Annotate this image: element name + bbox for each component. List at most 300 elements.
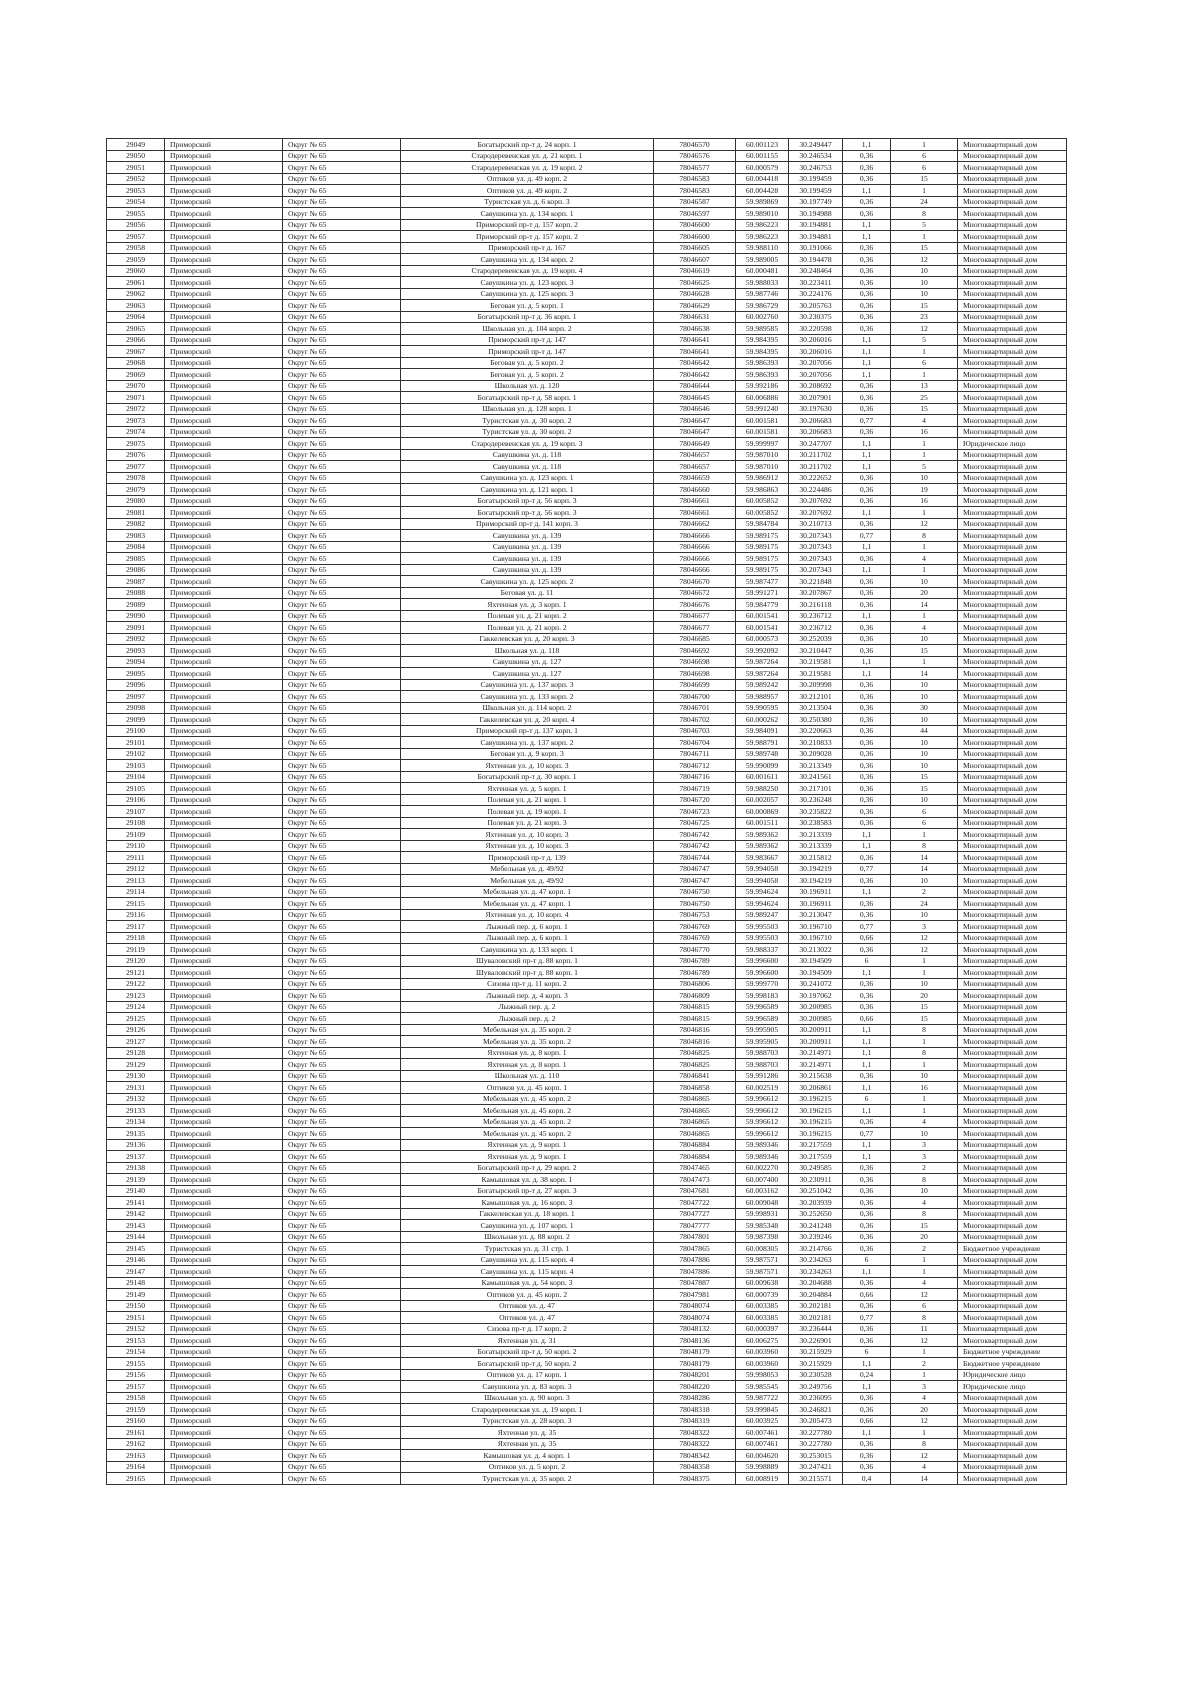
okrug-cell: Округ № 65 (283, 1116, 401, 1128)
okrug-cell: Округ № 65 (283, 921, 401, 933)
code-cell: 78046698 (654, 656, 736, 668)
district-cell: Приморский (165, 587, 283, 599)
object-type-cell: Многоквартирный дом (958, 656, 1067, 668)
table-row (107, 599, 1067, 611)
row-id-cell: 29151 (107, 1312, 165, 1324)
address-cell: Савушкина ул. д. 115 корп. 4 (401, 1266, 654, 1278)
object-type-cell: Многоквартирный дом (958, 507, 1067, 519)
latitude-cell: 59.996600 (736, 967, 789, 979)
latitude-cell: 59.983667 (736, 852, 789, 864)
count-cell: 1 (891, 139, 958, 151)
count-cell: 10 (891, 288, 958, 300)
object-type-cell: Многоквартирный дом (958, 196, 1067, 208)
latitude-cell: 59.998931 (736, 1208, 789, 1220)
coefficient-cell: 0,36 (843, 403, 891, 415)
address-cell: Яхтенная ул. д. 10 корп. 3 (401, 840, 654, 852)
object-type-cell: Многоквартирный дом (958, 530, 1067, 542)
longitude-cell: 30.211702 (789, 449, 843, 461)
okrug-cell: Округ № 65 (283, 978, 401, 990)
object-type-cell: Многоквартирный дом (958, 1070, 1067, 1082)
row-id-cell: 29145 (107, 1243, 165, 1255)
count-cell: 6 (891, 806, 958, 818)
count-cell: 10 (891, 714, 958, 726)
okrug-cell: Округ № 65 (283, 817, 401, 829)
object-type-cell: Многоквартирный дом (958, 484, 1067, 496)
district-cell: Приморский (165, 921, 283, 933)
longitude-cell: 30.194509 (789, 967, 843, 979)
table-row (107, 852, 1067, 864)
row-id-cell: 29072 (107, 403, 165, 415)
table-row (107, 507, 1067, 519)
row-id-cell: 29165 (107, 1473, 165, 1485)
coefficient-cell: 0,66 (843, 1415, 891, 1427)
longitude-cell: 30.207692 (789, 507, 843, 519)
table-row (107, 231, 1067, 243)
address-cell: Яхтенная ул. д. 8 корп. 1 (401, 1047, 654, 1059)
row-id-cell: 29130 (107, 1070, 165, 1082)
row-id-cell: 29049 (107, 139, 165, 151)
latitude-cell: 59.989362 (736, 829, 789, 841)
count-cell: 16 (891, 495, 958, 507)
okrug-cell: Округ № 65 (283, 875, 401, 887)
latitude-cell: 60.001581 (736, 415, 789, 427)
address-cell: Яхтенная ул. д. 9 корп. 1 (401, 1151, 654, 1163)
table-row (107, 1381, 1067, 1393)
object-type-cell: Многоквартирный дом (958, 1289, 1067, 1301)
object-type-cell: Многоквартирный дом (958, 967, 1067, 979)
count-cell: 1 (891, 1093, 958, 1105)
address-cell: Беговая ул. д. 5 корп. 2 (401, 357, 654, 369)
latitude-cell: 60.000397 (736, 1323, 789, 1335)
okrug-cell: Округ № 65 (283, 1128, 401, 1140)
longitude-cell: 30.200911 (789, 1024, 843, 1036)
code-cell: 78046816 (654, 1036, 736, 1048)
address-cell: Савушкина ул. д. 125 корп. 2 (401, 576, 654, 588)
address-cell: Яхтенная ул. д. 35 (401, 1427, 654, 1439)
row-id-cell: 29076 (107, 449, 165, 461)
code-cell: 78048342 (654, 1450, 736, 1462)
coefficient-cell: 1,1 (843, 449, 891, 461)
address-cell: Мебельная ул. д. 45 корп. 2 (401, 1105, 654, 1117)
okrug-cell: Округ № 65 (283, 1277, 401, 1289)
okrug-cell: Округ № 65 (283, 840, 401, 852)
row-id-cell: 29077 (107, 461, 165, 473)
latitude-cell: 59.987398 (736, 1231, 789, 1243)
district-cell: Приморский (165, 196, 283, 208)
table-row (107, 311, 1067, 323)
object-type-cell: Многоквартирный дом (958, 1128, 1067, 1140)
latitude-cell: 60.000573 (736, 633, 789, 645)
code-cell: 78048358 (654, 1461, 736, 1473)
code-cell: 78046576 (654, 150, 736, 162)
row-id-cell: 29091 (107, 622, 165, 634)
object-type-cell: Многоквартирный дом (958, 162, 1067, 174)
table-row (107, 403, 1067, 415)
object-type-cell: Многоквартирный дом (958, 622, 1067, 634)
district-cell: Приморский (165, 978, 283, 990)
object-type-cell: Многоквартирный дом (958, 1438, 1067, 1450)
latitude-cell: 59.988110 (736, 242, 789, 254)
coefficient-cell: 0,36 (843, 576, 891, 588)
table-row (107, 1243, 1067, 1255)
row-id-cell: 29052 (107, 173, 165, 185)
latitude-cell: 59.990595 (736, 702, 789, 714)
table-row (107, 748, 1067, 760)
address-cell: Стародеревенская ул. д. 21 корп. 1 (401, 150, 654, 162)
address-cell: Гаккелевская ул. д. 20 корп. 3 (401, 633, 654, 645)
count-cell: 12 (891, 254, 958, 266)
code-cell: 78048220 (654, 1381, 736, 1393)
count-cell: 1 (891, 1254, 958, 1266)
count-cell: 1 (891, 507, 958, 519)
okrug-cell: Округ № 65 (283, 530, 401, 542)
address-cell: Школьная ул. д. 88 корп. 2 (401, 1231, 654, 1243)
address-cell: Приморский пр-т д. 137 корп. 1 (401, 725, 654, 737)
object-type-cell: Многоквартирный дом (958, 944, 1067, 956)
coefficient-cell: 6 (843, 955, 891, 967)
count-cell: 5 (891, 219, 958, 231)
address-cell: Мебельная ул. д. 47 корп. 1 (401, 886, 654, 898)
okrug-cell: Округ № 65 (283, 1450, 401, 1462)
count-cell: 12 (891, 1289, 958, 1301)
district-cell: Приморский (165, 1335, 283, 1347)
okrug-cell: Округ № 65 (283, 1059, 401, 1071)
table-row (107, 702, 1067, 714)
okrug-cell: Округ № 65 (283, 656, 401, 668)
district-cell: Приморский (165, 150, 283, 162)
code-cell: 78046583 (654, 173, 736, 185)
latitude-cell: 59.995503 (736, 921, 789, 933)
coefficient-cell: 0,36 (843, 909, 891, 921)
district-cell: Приморский (165, 1243, 283, 1255)
count-cell: 10 (891, 875, 958, 887)
okrug-cell: Округ № 65 (283, 1346, 401, 1358)
row-id-cell: 29135 (107, 1128, 165, 1140)
district-cell: Приморский (165, 656, 283, 668)
count-cell: 10 (891, 1128, 958, 1140)
longitude-cell: 30.252039 (789, 633, 843, 645)
code-cell: 78046865 (654, 1105, 736, 1117)
count-cell: 10 (891, 679, 958, 691)
row-id-cell: 29127 (107, 1036, 165, 1048)
count-cell: 10 (891, 1070, 958, 1082)
district-cell: Приморский (165, 1277, 283, 1289)
okrug-cell: Округ № 65 (283, 1036, 401, 1048)
code-cell: 78046647 (654, 426, 736, 438)
table-row (107, 1024, 1067, 1036)
address-cell: Яхтенная ул. д. 9 корп. 1 (401, 1139, 654, 1151)
row-id-cell: 29093 (107, 645, 165, 657)
table-row (107, 622, 1067, 634)
code-cell: 78046605 (654, 242, 736, 254)
table-row (107, 415, 1067, 427)
coefficient-cell: 0,36 (843, 1450, 891, 1462)
okrug-cell: Округ № 65 (283, 265, 401, 277)
latitude-cell: 59.986863 (736, 484, 789, 496)
district-cell: Приморский (165, 1001, 283, 1013)
district-cell: Приморский (165, 886, 283, 898)
address-cell: Оптиков ул. д. 47 (401, 1300, 654, 1312)
data-table (106, 138, 1067, 1485)
okrug-cell: Округ № 65 (283, 576, 401, 588)
address-cell: Оптиков ул. д. 49 корп. 2 (401, 185, 654, 197)
count-cell: 8 (891, 208, 958, 220)
district-cell: Приморский (165, 139, 283, 151)
latitude-cell: 60.008305 (736, 1243, 789, 1255)
longitude-cell: 30.207867 (789, 587, 843, 599)
address-cell: Полевая ул. д. 21 корп. 3 (401, 817, 654, 829)
district-cell: Приморский (165, 1346, 283, 1358)
table-row (107, 955, 1067, 967)
latitude-cell: 59.988250 (736, 783, 789, 795)
longitude-cell: 30.196215 (789, 1093, 843, 1105)
count-cell: 1 (891, 1105, 958, 1117)
table-row (107, 265, 1067, 277)
code-cell: 78046747 (654, 863, 736, 875)
address-cell: Стародеревенская ул. д. 19 корп. 4 (401, 265, 654, 277)
coefficient-cell: 0,36 (843, 622, 891, 634)
object-type-cell: Многоквартирный дом (958, 852, 1067, 864)
code-cell: 78047801 (654, 1231, 736, 1243)
district-cell: Приморский (165, 346, 283, 358)
count-cell: 24 (891, 196, 958, 208)
longitude-cell: 30.241561 (789, 771, 843, 783)
count-cell: 10 (891, 691, 958, 703)
code-cell: 78046712 (654, 760, 736, 772)
address-cell: Мебельная ул. д. 49/92 (401, 863, 654, 875)
latitude-cell: 59.986223 (736, 219, 789, 231)
code-cell: 78046619 (654, 265, 736, 277)
district-cell: Приморский (165, 415, 283, 427)
district-cell: Приморский (165, 1047, 283, 1059)
latitude-cell: 59.986393 (736, 369, 789, 381)
row-id-cell: 29083 (107, 530, 165, 542)
district-cell: Приморский (165, 817, 283, 829)
district-cell: Приморский (165, 242, 283, 254)
object-type-cell: Многоквартирный дом (958, 898, 1067, 910)
code-cell: 78047473 (654, 1174, 736, 1186)
coefficient-cell: 0,36 (843, 1300, 891, 1312)
longitude-cell: 30.196710 (789, 932, 843, 944)
object-type-cell: Многоквартирный дом (958, 955, 1067, 967)
table-row (107, 1082, 1067, 1094)
okrug-cell: Округ № 65 (283, 898, 401, 910)
object-type-cell: Многоквартирный дом (958, 1208, 1067, 1220)
table-row (107, 817, 1067, 829)
table-row (107, 829, 1067, 841)
coefficient-cell: 0,77 (843, 921, 891, 933)
code-cell: 78046570 (654, 139, 736, 151)
coefficient-cell: 0,36 (843, 1323, 891, 1335)
table-row (107, 242, 1067, 254)
code-cell: 78046816 (654, 1024, 736, 1036)
district-cell: Приморский (165, 875, 283, 887)
code-cell: 78046750 (654, 898, 736, 910)
table-row (107, 564, 1067, 576)
coefficient-cell: 0,36 (843, 242, 891, 254)
latitude-cell: 59.989175 (736, 564, 789, 576)
longitude-cell: 30.224176 (789, 288, 843, 300)
longitude-cell: 30.209998 (789, 679, 843, 691)
object-type-cell: Многоквартирный дом (958, 1151, 1067, 1163)
district-cell: Приморский (165, 1266, 283, 1278)
okrug-cell: Округ № 65 (283, 599, 401, 611)
row-id-cell: 29122 (107, 978, 165, 990)
code-cell: 78048286 (654, 1392, 736, 1404)
longitude-cell: 30.220598 (789, 323, 843, 335)
object-type-cell: Многоквартирный дом (958, 219, 1067, 231)
row-id-cell: 29106 (107, 794, 165, 806)
latitude-cell: 60.001611 (736, 771, 789, 783)
coefficient-cell: 1,1 (843, 1358, 891, 1370)
longitude-cell: 30.213339 (789, 829, 843, 841)
address-cell: Приморский пр-т д. 139 (401, 852, 654, 864)
object-type-cell: Многоквартирный дом (958, 173, 1067, 185)
address-cell: Богатырский пр-т д. 50 корп. 2 (401, 1358, 654, 1370)
table-row (107, 576, 1067, 588)
table-row (107, 288, 1067, 300)
district-cell: Приморский (165, 783, 283, 795)
longitude-cell: 30.236712 (789, 610, 843, 622)
okrug-cell: Округ № 65 (283, 1404, 401, 1416)
district-cell: Приморский (165, 1381, 283, 1393)
district-cell: Приморский (165, 1151, 283, 1163)
table-row (107, 967, 1067, 979)
count-cell: 1 (891, 955, 958, 967)
address-cell: Богатырский пр-т д. 58 корп. 1 (401, 392, 654, 404)
coefficient-cell: 1,1 (843, 840, 891, 852)
latitude-cell: 60.003925 (736, 1415, 789, 1427)
district-cell: Приморский (165, 1036, 283, 1048)
okrug-cell: Округ № 65 (283, 323, 401, 335)
latitude-cell: 59.989247 (736, 909, 789, 921)
count-cell: 12 (891, 1450, 958, 1462)
address-cell: Туристская ул. д. 30 корп. 2 (401, 415, 654, 427)
longitude-cell: 30.213349 (789, 760, 843, 772)
table-row (107, 990, 1067, 1002)
okrug-cell: Округ № 65 (283, 714, 401, 726)
table-body (107, 139, 1067, 1485)
okrug-cell: Округ № 65 (283, 1185, 401, 1197)
code-cell: 78046641 (654, 334, 736, 346)
count-cell: 3 (891, 1139, 958, 1151)
district-cell: Приморский (165, 1461, 283, 1473)
okrug-cell: Округ № 65 (283, 587, 401, 599)
latitude-cell: 59.988337 (736, 944, 789, 956)
address-cell: Савушкина ул. д. 139 (401, 541, 654, 553)
code-cell: 78046660 (654, 484, 736, 496)
code-cell: 78046657 (654, 461, 736, 473)
count-cell: 4 (891, 1197, 958, 1209)
table-row (107, 1220, 1067, 1232)
longitude-cell: 30.210447 (789, 645, 843, 657)
district-cell: Приморский (165, 564, 283, 576)
coefficient-cell: 0,36 (843, 323, 891, 335)
latitude-cell: 59.989748 (736, 748, 789, 760)
okrug-cell: Округ № 65 (283, 1369, 401, 1381)
okrug-cell: Округ № 65 (283, 541, 401, 553)
coefficient-cell: 0,36 (843, 265, 891, 277)
code-cell: 78046809 (654, 990, 736, 1002)
district-cell: Приморский (165, 610, 283, 622)
count-cell: 16 (891, 426, 958, 438)
address-cell: Яхтенная ул. д. 10 корп. 4 (401, 909, 654, 921)
table-row (107, 1335, 1067, 1347)
object-type-cell: Многоквартирный дом (958, 1036, 1067, 1048)
address-cell: Богатырский пр-т д. 36 корп. 1 (401, 311, 654, 323)
row-id-cell: 29073 (107, 415, 165, 427)
table-row (107, 1404, 1067, 1416)
coefficient-cell: 1,1 (843, 668, 891, 680)
district-cell: Приморский (165, 518, 283, 530)
table-row (107, 173, 1067, 185)
coefficient-cell: 0,36 (843, 1243, 891, 1255)
address-cell: Богатырский пр-т д. 50 корп. 2 (401, 1346, 654, 1358)
coefficient-cell: 0,36 (843, 1461, 891, 1473)
district-cell: Приморский (165, 702, 283, 714)
okrug-cell: Округ № 65 (283, 1312, 401, 1324)
row-id-cell: 29157 (107, 1381, 165, 1393)
object-type-cell: Многоквартирный дом (958, 1001, 1067, 1013)
object-type-cell: Многоквартирный дом (958, 714, 1067, 726)
okrug-cell: Округ № 65 (283, 932, 401, 944)
table-row (107, 1277, 1067, 1289)
latitude-cell: 59.985348 (736, 1220, 789, 1232)
code-cell: 78046699 (654, 679, 736, 691)
district-cell: Приморский (165, 1174, 283, 1186)
district-cell: Приморский (165, 622, 283, 634)
longitude-cell: 30.208692 (789, 380, 843, 392)
count-cell: 6 (891, 817, 958, 829)
object-type-cell: Многоквартирный дом (958, 932, 1067, 944)
row-id-cell: 29050 (107, 150, 165, 162)
coefficient-cell: 0,36 (843, 794, 891, 806)
district-cell: Приморский (165, 438, 283, 450)
latitude-cell: 60.000579 (736, 162, 789, 174)
coefficient-cell: 0,4 (843, 1473, 891, 1485)
object-type-cell: Многоквартирный дом (958, 553, 1067, 565)
code-cell: 78046769 (654, 921, 736, 933)
object-type-cell: Многоквартирный дом (958, 633, 1067, 645)
table-row (107, 1231, 1067, 1243)
table-row (107, 794, 1067, 806)
district-cell: Приморский (165, 277, 283, 289)
longitude-cell: 30.202181 (789, 1300, 843, 1312)
code-cell: 78046806 (654, 978, 736, 990)
count-cell: 14 (891, 863, 958, 875)
table-row (107, 1323, 1067, 1335)
coefficient-cell: 0,77 (843, 863, 891, 875)
district-cell: Приморский (165, 1312, 283, 1324)
okrug-cell: Округ № 65 (283, 1266, 401, 1278)
code-cell: 78046723 (654, 806, 736, 818)
code-cell: 78046720 (654, 794, 736, 806)
latitude-cell: 60.005852 (736, 507, 789, 519)
address-cell: Савушкина ул. д. 107 корп. 1 (401, 1220, 654, 1232)
okrug-cell: Округ № 65 (283, 1300, 401, 1312)
code-cell: 78046641 (654, 346, 736, 358)
coefficient-cell: 1,1 (843, 1036, 891, 1048)
row-id-cell: 29147 (107, 1266, 165, 1278)
count-cell: 1 (891, 185, 958, 197)
address-cell: Лыжный пер. д. 2 (401, 1001, 654, 1013)
district-cell: Приморский (165, 944, 283, 956)
code-cell: 78046628 (654, 288, 736, 300)
object-type-cell: Юридическое лицо (958, 1381, 1067, 1393)
longitude-cell: 30.217559 (789, 1139, 843, 1151)
longitude-cell: 30.207343 (789, 530, 843, 542)
code-cell: 78046597 (654, 208, 736, 220)
